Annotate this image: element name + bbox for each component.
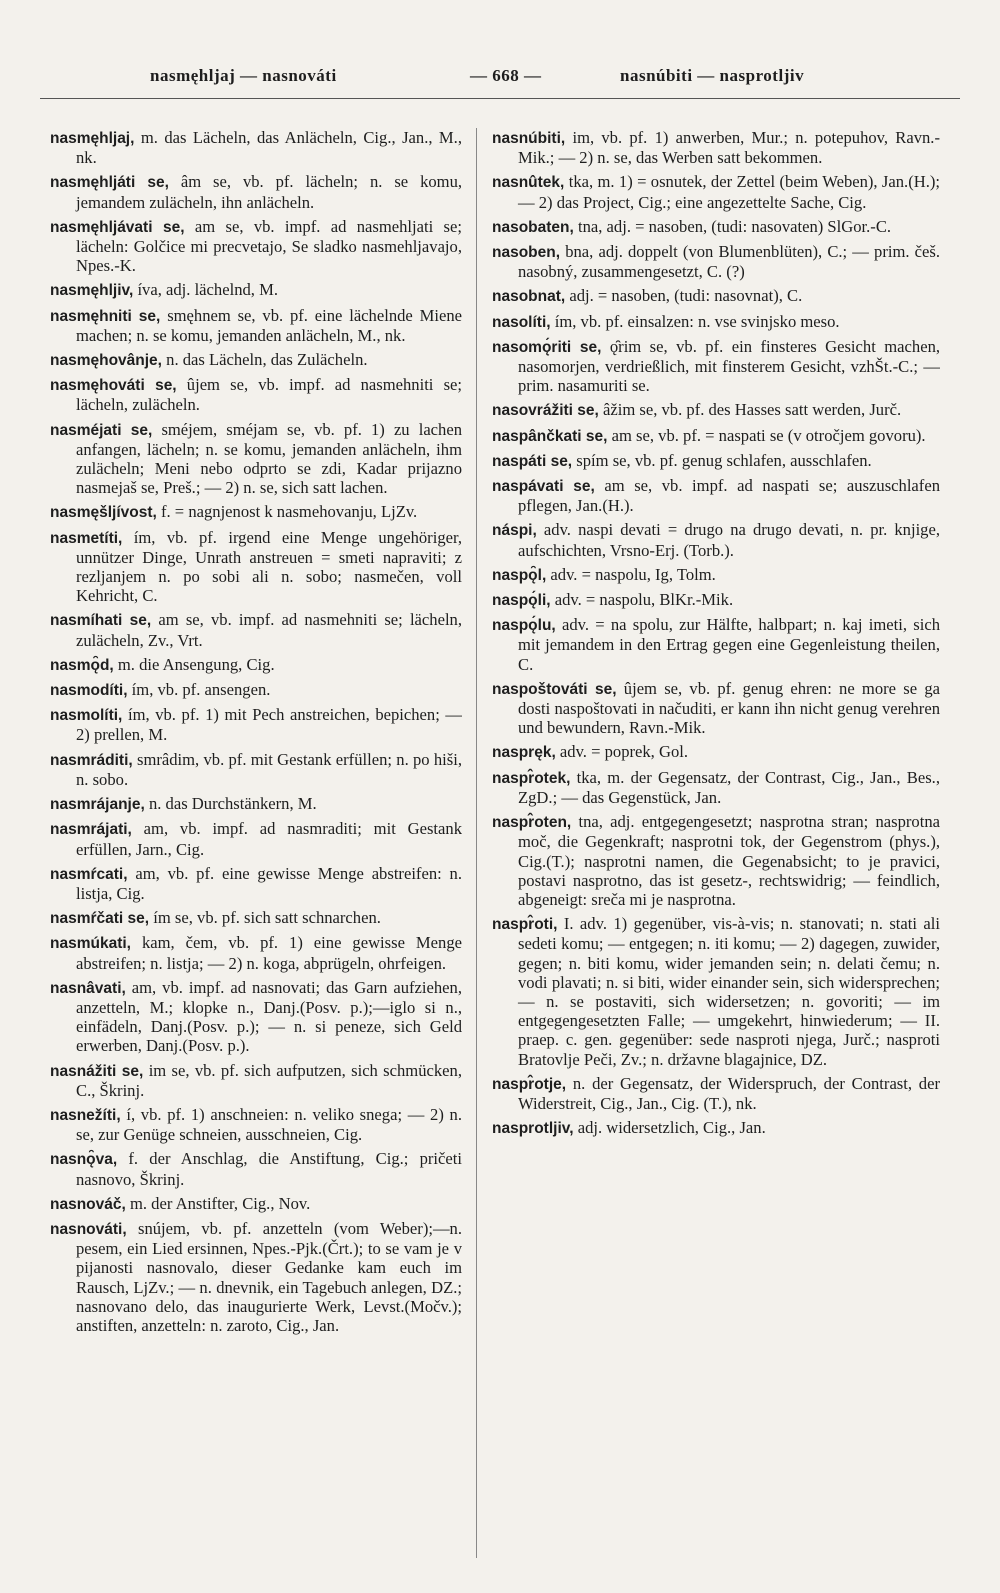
dictionary-entry [492, 451, 940, 471]
dictionary-entry [50, 978, 462, 1056]
entry-definition: I. adv. 1) gegenüber, vis-à-vis; n. stanovati; n. stati ali sedeti komu; — entgegen; n. iti komu; — 2) dagegen, zuwider, gegen; n. biti komu, wider jemanden sein; n. delati čemu; n. vodi plavati; n. si biti, wider einander sein, sich widersprechen; — n. se postaviti, sich widersetzen; n. govoriti; — im entgegengesetzten Falle; — umgekehrt, hinwiederum; — II. praep. c. gen. gegenüber: sede nasproti njega, Jurč.; nasproti Bratovlje Peči, Zv.; n. državne blagajnice, DZ. [518, 914, 940, 1069]
entry-definition: am se, vb. impf. ad nasmehljati se; lächeln: Golčice mi precvetajo, Se sladko nasmehljavajo, Npes.-K. [76, 216, 462, 276]
entry-definition: n. das Lächeln, das Zulächeln. [166, 350, 368, 370]
dictionary-entry [492, 172, 940, 211]
entry-headword: nasmráditi, [50, 751, 133, 769]
entry-headword: naspr̂oti, [492, 916, 558, 934]
entry-headword: naspr̂otje, [492, 1075, 567, 1093]
entry-headword: nasobnat, [492, 288, 566, 306]
entry-headword: nasmęhljáti se, [50, 174, 169, 192]
entry-definition: í, vb. pf. 1) anschneien: n. veliko snega; — 2) n. se, zur Genüge schneien, ausschneien, Cig. [76, 1104, 462, 1145]
entry-definition: im se, vb. pf. sich aufputzen, sich schmücken, C., Škrinj. [76, 1060, 462, 1100]
dictionary-entry [492, 337, 940, 396]
dictionary-entry [50, 1194, 462, 1214]
dictionary-entry [50, 655, 462, 675]
dictionary-entry [492, 426, 940, 446]
entry-definition: snújem, vb. pf. anzetteln (vom Weber);—n. pesem, ein Lied ersinnen, Npes.-Pjk.(Črt.); to se vam je v pijanosti nasnovalo, dieser Gedanke kam euch im Rausch, LjZv.; — n. dnevnik, ein Tagebuch anlegen, DZ.; nasnovano delo, das inaugurierte Werk, Levst.(Močv.); anstiften, anzetteln: n. zaroto, Cig., Jan. [76, 1218, 462, 1335]
dictionary-entry [492, 128, 940, 167]
entry-headword: naspr̂otek, [492, 769, 571, 787]
dictionary-entry [50, 172, 462, 211]
entry-definition: im, vb. pf. 1) anwerben, Mur.; n. potepuhov, Ravn.-Mik.; — 2) n. se, das Werben satt bekommen. [518, 128, 940, 168]
entry-headword: nasmetíti, [50, 529, 123, 547]
entry-definition: am, vb. impf. ad nasnovati; das Garn aufziehen, anzetteln, M.; klopke n., Danj.(Posv. p.);—iglo si n., einfädeln, Danj.(Posv. p.); — n. si peneze, sich Geld erwerben, Danj.(Posv. p.). [76, 977, 462, 1056]
entry-headword: nasomǫ́riti se, [492, 338, 602, 356]
entry-definition: m. der Anstifter, Cig., Nov. [129, 1193, 311, 1213]
entry-headword: naspr̂oten, [492, 814, 572, 832]
entry-definition: íva, adj. lächelnd, M. [137, 280, 278, 300]
entry-definition: ím, vb. pf. irgend eine Menge ungehöriger, unnützer Dinge, Unrath anstreuen = smeti napraviti; z rezljanjem n. po sobi ali n. sobo; nasmečen, voll Kehricht, C. [76, 527, 462, 606]
dictionary-entry [50, 705, 462, 744]
entry-definition: kam, čem, vb. pf. 1) eine gewisse Menge abstreifen; n. listja; — 2) n. koga, abprügeln, ohrfeigen. [76, 933, 462, 973]
entry-definition: ím, vb. pf. 1) mit Pech anstreichen, bepichen; — 2) prellen, M. [76, 705, 462, 745]
entry-definition: adj. = nasoben, (tudi: nasovnat), C. [569, 286, 803, 306]
entry-headword: nasmolíti, [50, 707, 123, 725]
entry-headword: nasmrájati, [50, 821, 132, 839]
entry-headword: naspǫ̑l, [492, 566, 547, 584]
entry-definition: ûjem se, vb. impf. ad nasmehniti se; lächeln, zulächeln. [76, 375, 462, 415]
entry-headword: nasmęhováti se, [50, 377, 177, 395]
dictionary-entry [50, 680, 462, 700]
entry-definition: spím se, vb. pf. genug schlafen, ausschlafen. [576, 450, 872, 470]
entry-headword: nasmęhniti se, [50, 307, 161, 325]
dictionary-entry [492, 520, 940, 559]
dictionary-entry [50, 350, 462, 370]
dictionary-entry [50, 933, 462, 972]
dictionary-entry [50, 1219, 462, 1335]
entry-definition: tna, adj. = nasoben, (tudi: nasovaten) SlGor.-C. [577, 216, 892, 236]
entry-headword: nasnǫ̑va, [50, 1151, 118, 1169]
dictionary-entry [492, 590, 940, 610]
entry-headword: nasnâvati, [50, 979, 126, 997]
dictionary-entry [492, 312, 940, 332]
dictionary-entry [492, 812, 940, 909]
entry-definition: am, vb. impf. ad nasmraditi; mit Gestank erfüllen, Jarn., Cig. [76, 819, 462, 859]
entry-definition: ím, vb. pf. ansengen. [131, 680, 271, 700]
entry-definition: âm se, vb. pf. lächeln; n. se komu, jemandem zulächeln, ihn anlächeln. [76, 172, 462, 212]
entry-definition: adv. = poprek, Gol. [559, 742, 689, 762]
dictionary-entry [492, 1074, 940, 1113]
entry-definition: m. das Lächeln, das Anlächeln, Cig., Jan., M., nk. [76, 128, 462, 168]
dictionary-entry [50, 375, 462, 414]
entry-definition: adv. = na spolu, zur Hälfte, halbpart; n. kaj imeti, sich mit jemandem in den Ertrag gegen eine Gegenleistung theilen, C. [518, 615, 940, 674]
header-left-range: nasmęhljaj — nasnováti [150, 66, 337, 85]
entry-definition: ím, vb. pf. einsalzen: n. vse svinjsko meso. [554, 311, 840, 331]
entry-headword: nasmęhljávati se, [50, 218, 185, 236]
entry-headword: nasnûtek, [492, 174, 565, 192]
entry-headword: nasméjati se, [50, 421, 153, 439]
dictionary-entry [492, 615, 940, 674]
right-column [492, 128, 940, 1565]
entry-headword: naspânčkati se, [492, 427, 608, 445]
entry-headword: nasnežíti, [50, 1106, 121, 1124]
dictionary-entry [492, 1118, 940, 1138]
dictionary-entry [50, 128, 462, 167]
entry-headword: naspǫ́lu, [492, 617, 556, 635]
entry-headword: naspręk, [492, 744, 556, 762]
entry-headword: nasmodíti, [50, 682, 128, 700]
entry-definition: f. der Anschlag, die Anstiftung, Cig.; pričeti nasnovo, Škrinj. [76, 1149, 462, 1189]
dictionary-entry [50, 1105, 462, 1144]
left-column [50, 128, 462, 1565]
entry-headword: náspi, [492, 522, 537, 540]
entry-headword: naspávati se, [492, 478, 595, 496]
entry-definition: adv. naspi devati = drugo na drugo devati, n. pr. knjige, aufschichten, Vrsno-Erj. (Torb.). [518, 520, 940, 560]
entry-definition: tka, m. 1) = osnutek, der Zettel (beim Weben), Jan.(H.); — 2) das Project, Cig.; eine angezettelte Sache, Cig. [518, 172, 940, 212]
entry-definition: adv. = naspolu, Ig, Tolm. [550, 564, 716, 584]
entry-headword: nasmŕcati, [50, 865, 128, 883]
entry-definition: am se, vb. impf. ad nasmehniti se; lächeln, zulächeln, Zv., Vrt. [76, 610, 462, 650]
dictionary-entry [50, 794, 462, 814]
dictionary-entry [50, 750, 462, 789]
entry-headword: nasmŕčati se, [50, 910, 150, 928]
entry-headword: nasovrážiti se, [492, 402, 599, 420]
entry-definition: n. der Gegensatz, der Widerspruch, der Contrast, der Widerstreit, Cig., Jan., Cig. (T.), nk. [518, 1073, 940, 1113]
entry-definition: am, vb. pf. eine gewisse Menge abstreifen: n. listja, Cig. [76, 863, 462, 903]
dictionary-entry [50, 908, 462, 928]
entry-headword: nasobaten, [492, 218, 574, 236]
entry-definition: am se, vb. pf. = naspati se (v otročjem govoru). [611, 425, 926, 445]
entry-headword: naspáti se, [492, 452, 573, 470]
entry-headword: nasmęšljívost, [50, 504, 157, 522]
entry-headword: nasmęhljaj, [50, 130, 135, 147]
entry-headword: nasnúbiti, [492, 130, 566, 147]
entry-definition: adv. = naspolu, BlKr.-Mik. [554, 590, 734, 610]
entry-headword: nasmęhovânje, [50, 352, 162, 370]
dictionary-entry [50, 502, 462, 522]
dictionary-entry [492, 768, 940, 807]
entry-definition: adj. widersetzlich, Cig., Jan. [577, 1118, 766, 1138]
dictionary-entry [492, 565, 940, 585]
dictionary-entry [50, 1149, 462, 1188]
entry-headword: naspoštováti se, [492, 680, 617, 698]
dictionary-entry [50, 1061, 462, 1100]
dictionary-entry [492, 914, 940, 1069]
entry-headword: nasolíti, [492, 313, 551, 331]
entry-headword: nasoben, [492, 244, 561, 262]
entry-definition: smrâdim, vb. pf. mit Gestank erfüllen; n. po hiši, n. sobo. [76, 749, 462, 789]
entry-definition: âžim se, vb. pf. des Hasses satt werden, Jurč. [602, 400, 902, 420]
dictionary-entry [492, 286, 940, 306]
entry-headword: nasnováč, [50, 1195, 126, 1213]
entry-definition: m. die Ansengung, Cig. [117, 654, 275, 674]
entry-definition: tka, m. der Gegensatz, der Contrast, Cig., Jan., Bes., ZgD.; — das Gegenstück, Jan. [518, 767, 940, 807]
dictionary-entry [492, 400, 940, 420]
dictionary-entry [50, 280, 462, 300]
entry-definition: smęhnem se, vb. pf. eine lächelnde Miene machen; n. se komu, jemanden anlächeln, M., nk. [76, 305, 462, 345]
entry-definition: ûjem se, vb. pf. genug ehren: ne more se ga dosti naspoštovati in načuditi, er kann ihn nicht genug verehren und bewundern, Ravn.-Mik. [518, 678, 940, 738]
entry-headword: nasmǫ̑d, [50, 656, 114, 674]
dictionary-entry [50, 420, 462, 498]
dictionary-entry [50, 528, 462, 606]
dictionary-entry [492, 217, 940, 237]
entry-definition: n. das Durchstänkern, M. [148, 794, 317, 814]
dictionary-entry [492, 679, 940, 738]
dictionary-entry [50, 864, 462, 903]
entry-definition: ím se, vb. pf. sich satt schnarchen. [153, 908, 381, 928]
entry-headword: nasmrájanje, [50, 796, 145, 814]
dictionary-entry [50, 819, 462, 858]
entry-headword: nasprotljiv, [492, 1120, 574, 1138]
entry-definition: sméjem, sméjam se, vb. pf. 1) zu lachen anfangen, lächeln; n. se komu, jemanden anlächeln, ihm zulächeln; Meni nebo odprto se zdi, Kadar prijazno nasmejaš se, Preš.; — 2) n. se, sich satt lachen. [76, 419, 462, 498]
dictionary-entry [492, 476, 940, 515]
header-rule [40, 98, 960, 99]
dictionary-entry [50, 217, 462, 276]
dictionary-entry [50, 610, 462, 649]
column-divider [476, 128, 477, 1558]
entry-definition: bna, adj. doppelt (von Blumenblüten), C.; — prim. češ. nasobný, zusammengesetzt, C. (?) [518, 242, 940, 282]
entry-headword: naspǫ́li, [492, 592, 551, 610]
dictionary-entry [492, 242, 940, 281]
entry-headword: nasnážiti se, [50, 1062, 144, 1080]
dictionary-entry [50, 306, 462, 345]
entry-definition: f. = nagnjenost k nasmehovanju, LjZv. [160, 502, 418, 522]
entry-headword: nasnováti, [50, 1220, 127, 1238]
entry-headword: nasmęhljiv, [50, 282, 134, 300]
entry-definition: tna, adj. entgegengesetzt; nasprotna stran; nasprotna moč, die Gegenkraft; nasprotni tok, der Gegenstrom (phys.), Cig.(T.); nasprotni namen, die Gegenabsicht; to je pravici, postavi nasprotno, das ist gesetz-, rechtswidrig; — feindlich, abgeneigt: sreča mi je nasprotna. [518, 812, 940, 909]
entry-headword: nasmúkati, [50, 935, 131, 953]
header-right-range: nasnúbiti — nasprotljiv [620, 66, 805, 85]
entry-headword: nasmíhati se, [50, 612, 152, 630]
page-number: — 668 — [470, 66, 542, 85]
entry-definition: ǫ̑rim se, vb. pf. ein finsteres Gesicht machen, nasomorjen, verdrießlich, mit finsterem Gesicht, vzhŠt.-C.; — prim. nasamuriti se. [518, 336, 940, 396]
dictionary-entry [492, 742, 940, 762]
entry-definition: am se, vb. impf. ad naspati se; auszuschlafen pflegen, Jan.(H.). [518, 476, 940, 516]
running-header [40, 62, 960, 92]
